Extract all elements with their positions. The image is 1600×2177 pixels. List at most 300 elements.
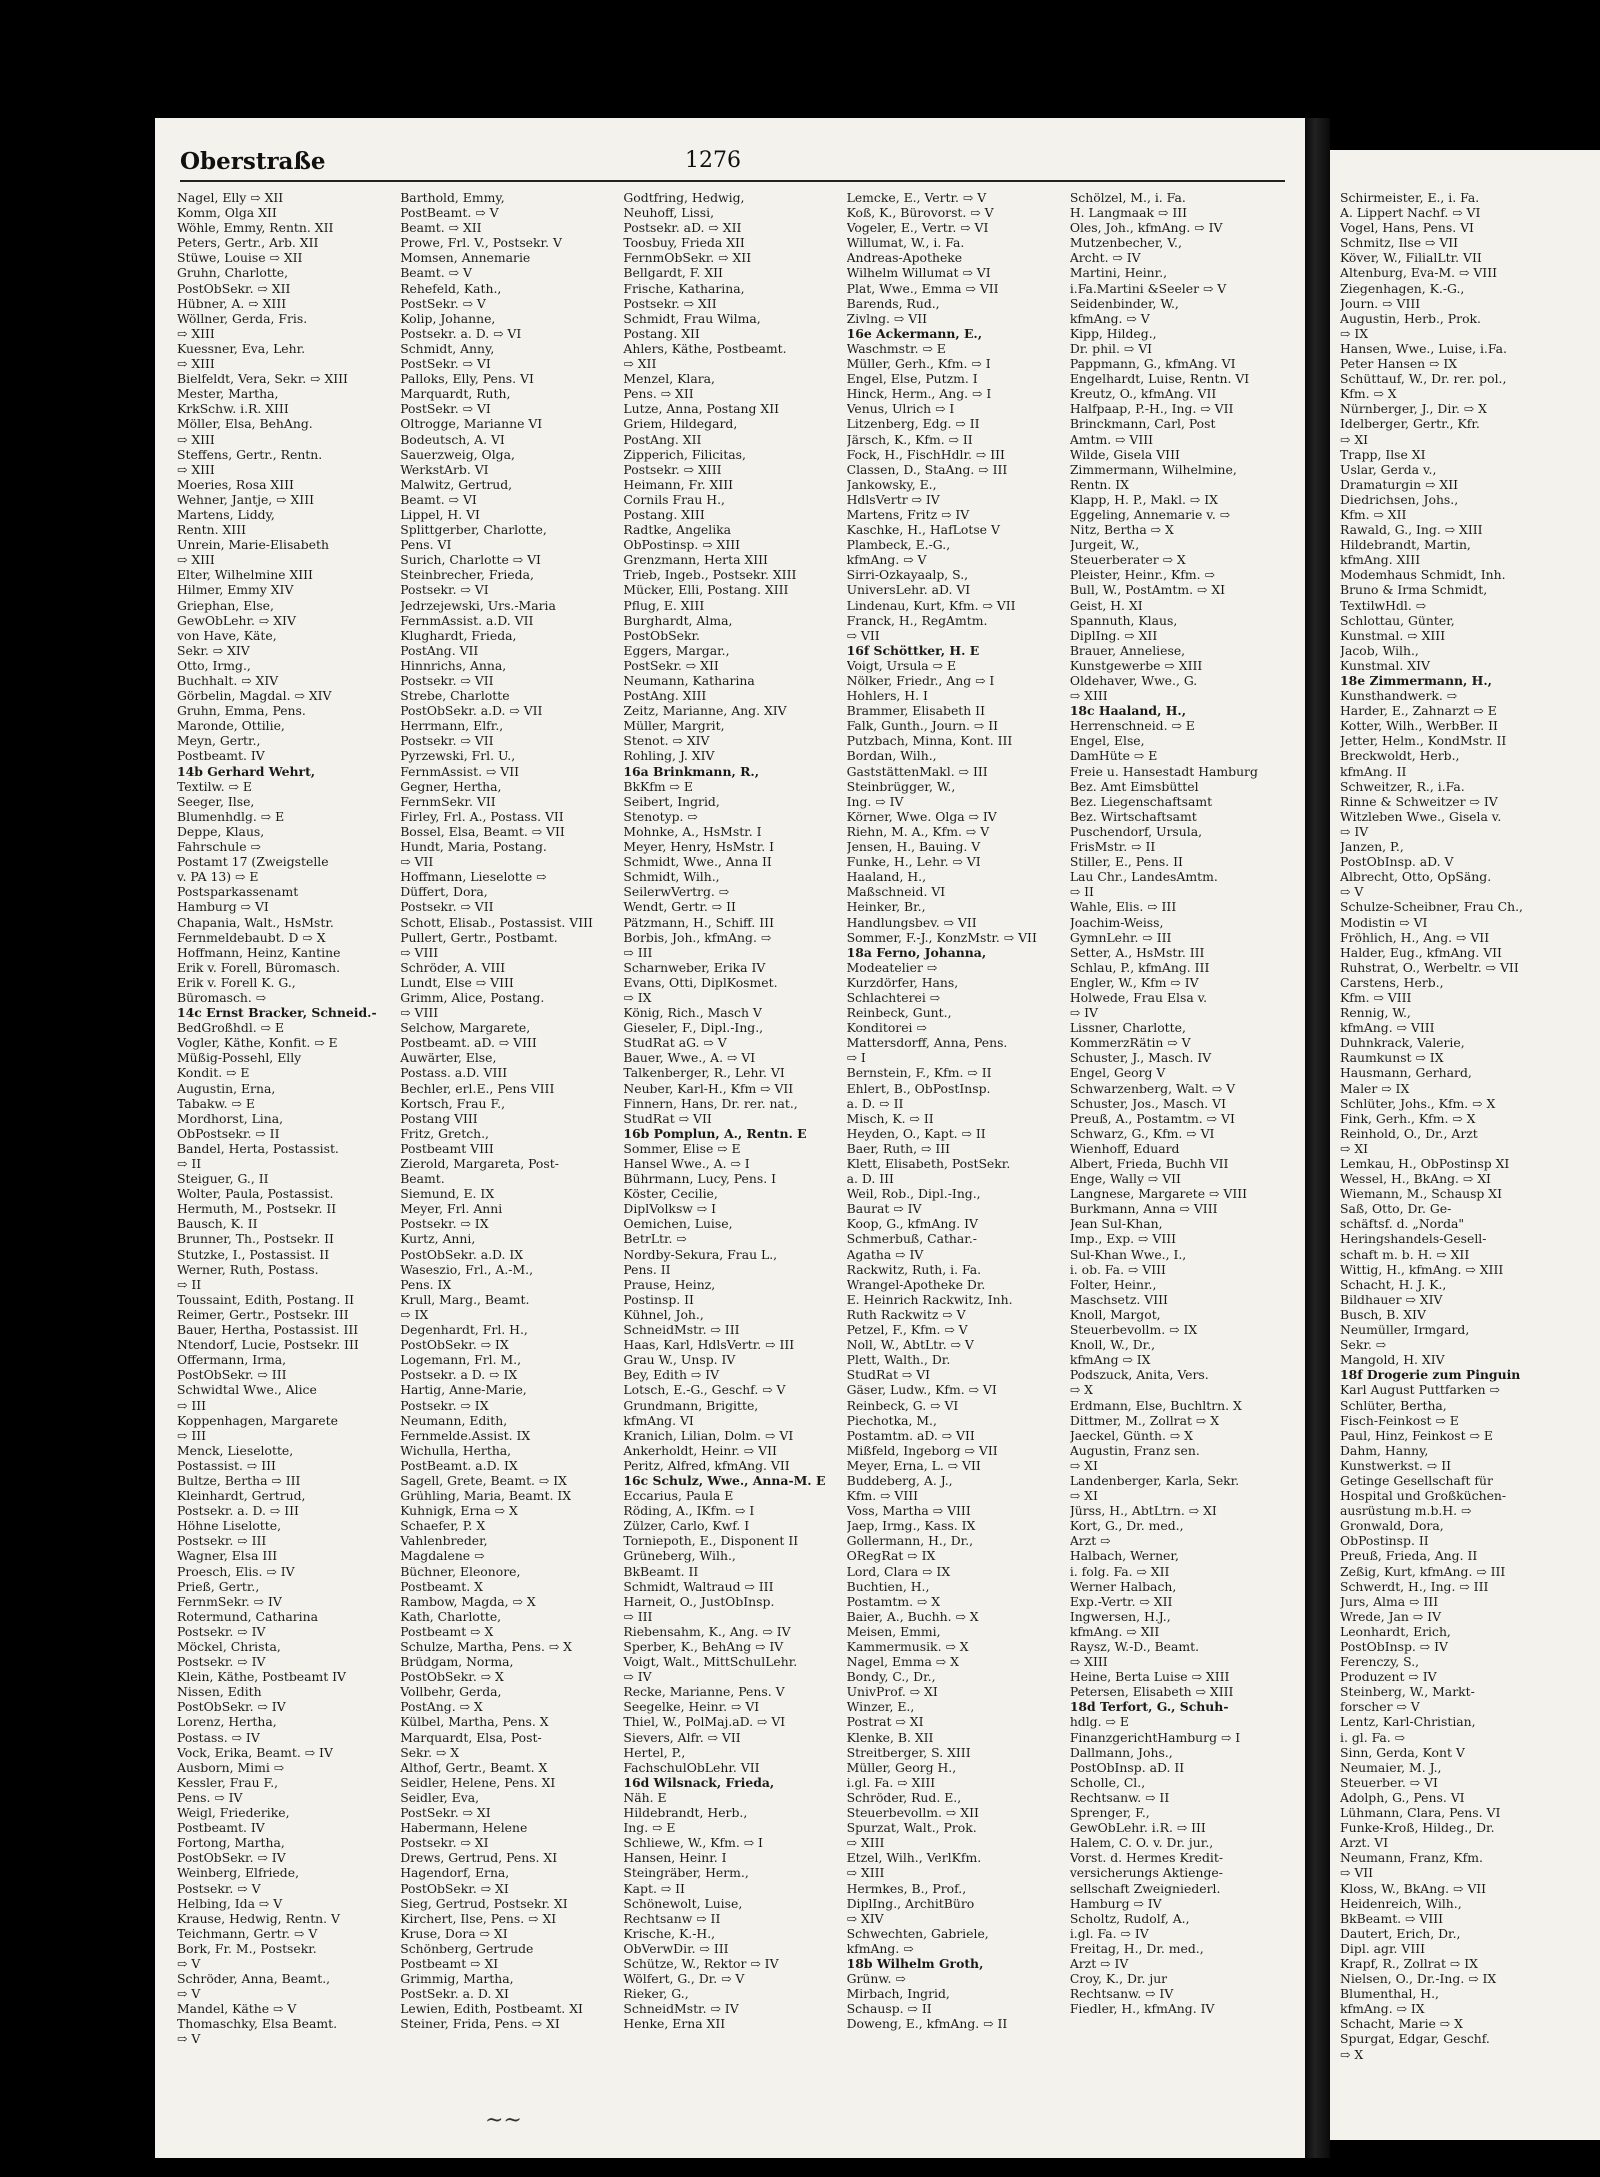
directory-entry: Nagel, Elly ⇨ XII <box>177 190 284 205</box>
directory-entry: ⇨ V <box>177 1986 201 2002</box>
directory-entry: Hagendorf, Erna, <box>400 1865 510 1881</box>
directory-entry: PostObInsp. aD. V <box>1340 854 1454 870</box>
directory-entry: Pätzmann, H., Schiff. III <box>623 914 774 930</box>
directory-entry: 14c Ernst Bracker, Schneid.- <box>177 1005 377 1021</box>
directory-entry: Spannuth, Klaus, <box>1069 612 1178 628</box>
directory-entry: Postsekr. ⇨ VI <box>400 582 489 598</box>
directory-entry: Schwarz, G., Kfm. ⇨ VI <box>1069 1125 1215 1141</box>
directory-entry: Rechtsanw. ⇨ IV <box>1069 1986 1174 2002</box>
directory-entry: Augustin, Erna, <box>177 1080 276 1096</box>
directory-entry: Hertel, P., <box>623 1744 686 1760</box>
directory-entry: Postang. XII <box>623 325 700 341</box>
directory-entry: Scholle, Cl., <box>1069 1774 1146 1790</box>
directory-entry: ⇨ XI <box>1340 431 1369 447</box>
directory-entry: Schlüter, Bertha, <box>1340 1397 1447 1413</box>
directory-entry: Heine, Berta Luise ⇨ XIII <box>1069 1669 1230 1685</box>
directory-entry: Köster, Cecilie, <box>623 1186 718 1202</box>
directory-entry: Hübner, A. ⇨ XIII <box>177 295 287 311</box>
directory-entry: Dipl. agr. VIII <box>1340 1940 1426 1956</box>
directory-entry: Mordhorst, Lina, <box>177 1110 284 1126</box>
directory-entry: ⇨ XII <box>623 356 657 372</box>
directory-entry: Hermkes, B., Prof., <box>846 1880 967 1896</box>
directory-entry: 16d Wilsnack, Frieda, <box>623 1774 775 1790</box>
directory-entry: Bauer, Hertha, Postassist. III <box>177 1322 359 1338</box>
directory-entry: Funke, H., Lehr. ⇨ VI <box>846 854 981 870</box>
directory-entry: Kurtz, Anni, <box>400 1231 476 1247</box>
directory-entry: Arzt ⇨ IV <box>1069 1955 1129 1971</box>
directory-entry: Mohnke, A., HsMstr. I <box>623 823 762 839</box>
directory-entry: ⇨ IV <box>1069 1005 1098 1021</box>
directory-page <box>155 118 1305 2158</box>
directory-entry: Kloss, W., BkAng. ⇨ VII <box>1340 1880 1487 1896</box>
directory-entry: Postrat ⇨ XI <box>846 1714 924 1730</box>
directory-entry: GymnLehr. ⇨ III <box>1069 929 1172 945</box>
directory-entry: Halem, C. O. v. Dr. jur., <box>1069 1835 1214 1851</box>
directory-entry: kfmAng. ⇨ XII <box>1069 1623 1160 1639</box>
directory-entry: Beamt. <box>400 1171 445 1187</box>
directory-entry: Wagner, Elsa III <box>177 1548 278 1564</box>
directory-entry: Vorst. d. Hermes Kredit- <box>1069 1850 1224 1866</box>
directory-entry: Noll, W., AbtLtr. ⇨ V <box>846 1337 974 1353</box>
directory-entry: Werner, Ruth, Postass. <box>177 1261 319 1277</box>
directory-entry: Schmidt, Wwe., Anna II <box>623 854 772 870</box>
directory-entry: ⇨ XIII <box>1069 1654 1108 1670</box>
directory-entry: ⇨ VII <box>1340 1865 1374 1881</box>
directory-entry: Thomaschky, Elsa Beamt. <box>177 2016 338 2032</box>
directory-entry: Trieb, Ingeb., Postsekr. XIII <box>623 567 797 583</box>
directory-entry: Köver, W., FilialLtr. VII <box>1340 250 1482 266</box>
directory-entry: Grenzmann, Herta XIII <box>623 552 768 568</box>
directory-entry: Ing. ⇨ E <box>623 1820 676 1836</box>
directory-entry: Bausch, K. II <box>177 1216 258 1232</box>
directory-entry: Meyer, Frl. Anni <box>400 1201 503 1217</box>
directory-entry: Janzen, P., <box>1340 839 1404 855</box>
directory-entry: Postbeamt VIII <box>400 1140 494 1156</box>
directory-entry: Marquardt, Ruth, <box>400 386 511 402</box>
directory-entry: Bruno & Irma Schmidt, <box>1340 582 1488 598</box>
directory-entry: Jean Sul-Khan, <box>1069 1216 1163 1232</box>
directory-entry: 18d Terfort, G., Schuh- <box>1069 1699 1229 1715</box>
directory-entry: Deppe, Klaus, <box>177 823 265 839</box>
directory-entry: GewObLehr. ⇨ XIV <box>177 612 296 628</box>
directory-entry: Peritz, Alfred, kfmAng. VII <box>623 1457 790 1473</box>
directory-entry: Schacht, H. J. K., <box>1340 1276 1447 1292</box>
directory-entry: Pullert, Gertr., Postbamt. <box>400 929 558 945</box>
directory-entry: a. D. III <box>846 1171 894 1187</box>
directory-entry: Möller, Elsa, BehAng. <box>177 416 313 432</box>
directory-entry: Vogeler, E., Vertr. ⇨ VI <box>846 220 989 236</box>
directory-entry: Wichulla, Hertha, <box>400 1442 512 1458</box>
directory-entry: ⇨ II <box>1069 884 1094 900</box>
directory-entry: Vock, Erika, Beamt. ⇨ IV <box>177 1744 333 1760</box>
directory-entry: BkBeamt. ⇨ VIII <box>1340 1910 1443 1926</box>
directory-entry: Haaland, H., <box>846 869 927 885</box>
directory-entry: Knoll, W., Dr., <box>1069 1337 1156 1353</box>
directory-entry: Klapp, H. P., Makl. ⇨ IX <box>1069 491 1218 507</box>
directory-entry: Kühnel, Joh., <box>623 1306 704 1322</box>
directory-entry: Engel, Georg V <box>1069 1065 1166 1081</box>
directory-entry: Mattersdorff, Anna, Pens. <box>846 1035 1008 1051</box>
directory-entry: versicherungs Aktienge- <box>1069 1865 1223 1881</box>
directory-entry: Petzel, F., Kfm. ⇨ V <box>846 1322 968 1338</box>
directory-entry: ⇨ VII <box>846 627 880 643</box>
directory-entry: ⇨ III <box>623 944 653 960</box>
directory-entry: KommerzRätin ⇨ V <box>1069 1035 1191 1051</box>
directory-entry: Diedrichsen, Johs., <box>1340 491 1459 507</box>
directory-entry: Sul-Khan Wwe., I., <box>1069 1246 1187 1262</box>
directory-entry: Beamt. ⇨ XII <box>400 220 482 236</box>
directory-entry: Bondy, C., Dr., <box>846 1669 936 1685</box>
directory-entry: Reinbeck, Gunt., <box>846 1005 952 1021</box>
directory-entry: Freie u. Hansestadt Hamburg <box>1069 763 1258 779</box>
directory-entry: Andreas-Apotheke <box>846 250 963 266</box>
directory-entry: Kortsch, Frau F., <box>400 1095 506 1111</box>
directory-entry: Geist, H. XI <box>1069 597 1143 613</box>
directory-entry: Martens, Liddy, <box>177 506 275 522</box>
directory-entry: Kurzdörfer, Hans, <box>846 974 959 990</box>
directory-entry: Steinberg, W., Markt- <box>1340 1684 1475 1700</box>
directory-entry: Schwarzenberg, Walt. ⇨ V <box>1069 1080 1236 1096</box>
directory-entry: kfmAng. XIII <box>1340 552 1421 568</box>
directory-entry: Bildhauer ⇨ XIV <box>1340 1291 1443 1307</box>
directory-entry: Müller, Margrit, <box>623 718 725 734</box>
directory-entry: Bull, W., PostAmtm. ⇨ XI <box>1069 582 1226 598</box>
directory-entry: Talkenberger, R., Lehr. VI <box>623 1065 785 1081</box>
directory-entry: Gronwald, Dora, <box>1340 1518 1444 1534</box>
directory-entry: PostAng. VII <box>400 642 479 658</box>
directory-entry: Dallmann, Johs., <box>1069 1744 1173 1760</box>
directory-entry: Weil, Rob., Dipl.-Ing., <box>846 1186 981 1202</box>
directory-entry: Albert, Frieda, Buchh VII <box>1069 1156 1229 1171</box>
directory-entry: Martini, Heinr., <box>1069 265 1168 281</box>
directory-entry: Evans, Otti, DiplKosmet. <box>623 974 778 990</box>
directory-entry: Postsekr. ⇨ IV <box>177 1623 266 1639</box>
directory-entry: PostSekr. ⇨ VI <box>400 356 491 372</box>
directory-entry: Voss, Martha ⇨ VIII <box>846 1503 971 1519</box>
directory-entry: Wittig, H., kfmAng. ⇨ XIII <box>1340 1261 1504 1277</box>
directory-entry: Plambeck, E.-G., <box>846 537 951 553</box>
directory-entry: Halder, Eug., kfmAng. VII <box>1340 944 1502 960</box>
directory-entry: Neuhoff, Lissi, <box>623 205 715 221</box>
directory-entry: Pflug, E. XIII <box>623 597 705 613</box>
directory-entry: Lentz, Karl-Christian, <box>1340 1714 1476 1730</box>
directory-entry: Schmidt, Waltraud ⇨ III <box>623 1578 774 1594</box>
directory-entry: Rinne & Schweitzer ⇨ IV <box>1340 793 1498 809</box>
directory-entry: Joachim-Weiss, <box>1069 914 1164 930</box>
directory-entry: Sekr. ⇨ X <box>400 1744 460 1760</box>
handwritten-mark: ~~ <box>485 2108 522 2133</box>
column-4 <box>847 190 1064 2138</box>
directory-entry: PostAng. XIII <box>623 688 707 704</box>
directory-entry: schäftsf. d. „Norda" <box>1340 1216 1465 1232</box>
directory-entry: Neumann, Katharina <box>623 673 755 688</box>
directory-entry: Surich, Charlotte ⇨ VI <box>400 552 541 568</box>
directory-entry: Kranich, Lilian, Dolm. ⇨ VI <box>623 1427 794 1443</box>
directory-entry: Hohlers, H. I <box>846 688 928 704</box>
directory-entry: Postsekr. aD. ⇨ XII <box>623 220 742 236</box>
directory-entry: DiplIng., ArchitBüro <box>846 1895 975 1911</box>
directory-entry: Schlüter, Johs., Kfm. ⇨ X <box>1340 1095 1496 1111</box>
directory-entry: Postsekr. ⇨ VII <box>400 673 494 688</box>
directory-entry: Schacht, Marie ⇨ X <box>1340 2016 1463 2032</box>
directory-entry: Kaschke, H., HafLotse V <box>846 522 1000 538</box>
directory-entry: forscher ⇨ V <box>1340 1699 1420 1715</box>
directory-entry: Baurat ⇨ IV <box>846 1201 922 1217</box>
directory-entry: Leonhardt, Erich, <box>1340 1623 1451 1639</box>
directory-entry: Toosbuy, Frieda XII <box>623 235 745 251</box>
directory-entry: ⇨ XIII <box>177 325 215 341</box>
directory-entry: Müßig-Possehl, Elly <box>177 1050 302 1066</box>
directory-entry: Paul, Hinz, Feinkost ⇨ E <box>1340 1427 1493 1443</box>
directory-entry: Kfm. ⇨ X <box>1340 386 1397 402</box>
directory-entry: Postamtm. ⇨ X <box>846 1593 941 1609</box>
directory-entry: Schirmeister, E., i. Fa. <box>1340 190 1480 205</box>
directory-entry: Sekr. ⇨ XIV <box>177 642 250 658</box>
directory-entry: Kuhnigk, Erna ⇨ X <box>400 1503 518 1519</box>
directory-entry: Carstens, Herb., <box>1340 974 1444 990</box>
directory-entry: Schwerdt, H., Ing. ⇨ III <box>1340 1578 1489 1594</box>
directory-entry: Exp.-Vertr. ⇨ XII <box>1069 1593 1173 1609</box>
directory-entry: Gäser, Ludw., Kfm. ⇨ VI <box>846 1382 997 1398</box>
directory-entry: Magdalene ⇨ <box>400 1548 485 1564</box>
directory-entry: Stüwe, Louise ⇨ XII <box>177 250 303 266</box>
directory-entry: Idelberger, Gertr., Kfr. <box>1340 416 1480 432</box>
directory-entry: Rennig, W., <box>1340 1005 1411 1021</box>
directory-entry: Nitz, Bertha ⇨ X <box>1069 522 1174 538</box>
directory-entry: Blumenthal, H., <box>1340 1986 1439 2002</box>
directory-entry: Textilw. ⇨ E <box>177 778 252 794</box>
directory-entry: Raysz, W.-D., Beamt. <box>1069 1639 1200 1654</box>
directory-entry: Momsen, Annemarie <box>400 250 531 266</box>
directory-entry: Gruhn, Emma, Pens. <box>177 703 306 719</box>
directory-entry: Ziegenhagen, K.-G., <box>1340 280 1465 296</box>
directory-entry: kfmAng. ⇨ VIII <box>1340 1020 1435 1036</box>
directory-entry: Koop, G., kfmAng. IV <box>846 1216 978 1232</box>
directory-entry: Grimmig, Martha, <box>400 1971 514 1987</box>
directory-entry: Kapt. ⇨ II <box>623 1880 685 1896</box>
directory-entry: PostObSekr. ⇨ IX <box>400 1337 509 1353</box>
directory-entry: ⇨ XIII <box>846 1865 885 1881</box>
directory-entry: Steuerbevollm. ⇨ IX <box>1069 1322 1198 1338</box>
directory-entry: Steuerberater ⇨ X <box>1069 552 1186 568</box>
directory-entry: Koppenhagen, Margarete <box>177 1412 338 1428</box>
directory-entry: Postassist. ⇨ III <box>177 1457 276 1473</box>
directory-entry: Jacob, Wilh., <box>1340 642 1419 658</box>
directory-entry: Ehlert, B., ObPostInsp. <box>846 1080 991 1096</box>
directory-entry: Tabakw. ⇨ E <box>177 1095 255 1111</box>
directory-entry: Menzel, Klara, <box>623 371 715 387</box>
directory-entry: Bellgardt, F. XII <box>623 265 723 281</box>
directory-entry: Bork, Fr. M., Postsekr. <box>177 1940 317 1956</box>
directory-entry: Heringshandels-Gesell- <box>1340 1231 1487 1247</box>
directory-entry: PostSekr. a. D. XI <box>400 1986 509 2002</box>
directory-entry: GewObLehr. i.R. ⇨ III <box>1069 1820 1206 1836</box>
directory-entry: FernmAssist. ⇨ VII <box>400 763 520 779</box>
directory-entry: PostObSekr. a.D. IX <box>400 1246 524 1262</box>
directory-entry: Postsekr. ⇨ XI <box>400 1835 489 1851</box>
directory-entry: 18b Wilhelm Groth, <box>846 1955 984 1971</box>
directory-entry: ⇨ XIII <box>177 356 215 372</box>
directory-entry: Amtm. ⇨ VIII <box>1069 431 1154 447</box>
directory-entry: Bührmann, Lucy, Pens. I <box>623 1171 776 1187</box>
directory-entry: Burkmann, Anna ⇨ VIII <box>1069 1201 1218 1217</box>
directory-entry: Körner, Wwe. Olga ⇨ IV <box>846 808 997 824</box>
directory-entry: ⇨ XIII <box>1069 688 1108 704</box>
directory-entry: BkBeamt. II <box>623 1563 699 1579</box>
directory-entry: PostObInsp. ⇨ IV <box>1340 1639 1448 1654</box>
directory-entry: Helbing, Ida ⇨ V <box>177 1895 283 1911</box>
directory-entry: Preuß, A., Postamtm. ⇨ VI <box>1069 1110 1235 1126</box>
directory-entry: ⇨ XI <box>1069 1488 1098 1504</box>
directory-entry: Engler, W., Kfm ⇨ IV <box>1069 974 1199 990</box>
directory-entry: Bodeutsch, A. VI <box>400 431 505 447</box>
directory-entry: ⇨ IV <box>1340 823 1369 839</box>
directory-entry: i.gl. Fa. ⇨ XIII <box>846 1774 936 1790</box>
directory-entry: Brinckmann, Carl, Post <box>1069 416 1216 432</box>
directory-entry: Erik v. Forell, Büromasch. <box>177 959 341 975</box>
directory-entry: Zimmermann, Wilhelmine, <box>1069 461 1237 477</box>
directory-entry: Oltrogge, Marianne VI <box>400 416 543 432</box>
directory-entry: SeilerwVertrg. ⇨ <box>623 884 730 900</box>
directory-entry: Schwechten, Gabriele, <box>846 1925 989 1941</box>
directory-entry: Rohling, J. XIV <box>623 748 715 764</box>
directory-entry: Offermann, Irma, <box>177 1352 287 1368</box>
directory-entry: Kruse, Dora ⇨ XI <box>400 1925 508 1941</box>
directory-entry: Schaefer, P. X <box>400 1518 486 1534</box>
directory-entry: 16c Schulz, Wwe., Anna-M. E <box>623 1472 826 1488</box>
directory-entry: Meisen, Emmi, <box>846 1623 941 1639</box>
directory-entry: Stutzke, I., Postassist. II <box>177 1246 330 1262</box>
directory-entry: Peter Hansen ⇨ IX <box>1340 356 1458 372</box>
directory-entry: Lotsch, E.-G., Geschf. ⇨ V <box>623 1382 786 1398</box>
directory-entry: Unrein, Marie-Elisabeth <box>177 537 329 553</box>
directory-entry: Spurgat, Edgar, Geschf. <box>1340 2031 1490 2047</box>
directory-entry: Klenke, B. XII <box>846 1729 934 1745</box>
directory-entry: Dautert, Erich, Dr., <box>1340 1925 1461 1941</box>
directory-entry: 16e Ackermann, E., <box>846 325 983 341</box>
directory-entry: Bernstein, F., Kfm. ⇨ II <box>846 1065 992 1081</box>
directory-entry: Podszuck, Anita, Vers. <box>1069 1367 1209 1383</box>
directory-entry: Jaep, Irmg., Kass. IX <box>846 1518 976 1534</box>
directory-entry: Vahlenbreder, <box>400 1533 488 1549</box>
directory-entry: SchneidMstr. ⇨ III <box>623 1322 740 1338</box>
directory-entry: Zeßig, Kurt, kfmAng. ⇨ III <box>1340 1563 1506 1579</box>
directory-entry: Lemkau, H., ObPostinsp XI <box>1340 1156 1510 1171</box>
directory-entry: PostObSekr. ⇨ III <box>177 1367 287 1383</box>
directory-entry: Seibert, Ingrid, <box>623 793 720 809</box>
directory-entry: Albrecht, Otto, OpSäng. <box>1340 869 1492 885</box>
directory-entry: ⇨ IX <box>400 1306 429 1322</box>
directory-entry: Fröhlich, H., Ang. ⇨ VII <box>1340 929 1490 945</box>
directory-entry: Herrmann, Elfr., <box>400 718 504 734</box>
directory-entry: Rawald, G., Ing. ⇨ XIII <box>1340 522 1483 538</box>
directory-entry: Winzer, E., <box>846 1699 915 1715</box>
directory-entry: Althof, Gertr., Beamt. X <box>400 1759 548 1775</box>
directory-entry: Moeries, Rosa XIII <box>177 476 294 492</box>
directory-entry: hdlg. ⇨ E <box>1069 1714 1129 1730</box>
directory-entry: Postsekr. a. D. ⇨ VI <box>400 325 522 341</box>
directory-entry: Putzbach, Minna, Kont. III <box>846 733 1013 749</box>
directory-entry: FernmSekr. ⇨ IV <box>177 1593 282 1609</box>
directory-entry: Heyden, O., Kapt. ⇨ II <box>846 1125 986 1141</box>
directory-entry: Barthold, Emmy, <box>400 190 505 205</box>
directory-entry: Kort, G., Dr. med., <box>1069 1518 1184 1534</box>
directory-entry: DiplIng. ⇨ XII <box>1069 627 1158 643</box>
directory-entry: ⇨ XIII <box>177 461 215 477</box>
directory-entry: Degenhardt, Frl. H., <box>400 1322 528 1338</box>
directory-entry: ⇨ XIII <box>177 431 215 447</box>
directory-entry: Steuerbevollm. ⇨ XII <box>846 1805 979 1821</box>
directory-entry: Siemund, E. IX <box>400 1186 495 1202</box>
directory-columns <box>177 190 1287 2138</box>
directory-entry: Zeitz, Marianne, Ang. XIV <box>623 703 787 719</box>
directory-entry: Wrede, Jan ⇨ IV <box>1340 1608 1442 1624</box>
directory-entry: Jurs, Alma ⇨ III <box>1340 1593 1439 1609</box>
directory-entry: Jaeckel, Günth. ⇨ X <box>1069 1427 1193 1443</box>
directory-entry: Blumenhdlg. ⇨ E <box>177 808 285 824</box>
directory-entry: Kunstgewerbe ⇨ XIII <box>1069 657 1203 673</box>
directory-entry: i. folg. Fa. ⇨ XII <box>1069 1563 1170 1579</box>
directory-entry: Nölker, Friedr., Ang ⇨ I <box>846 673 995 688</box>
directory-entry: Proesch, Elis. ⇨ IV <box>177 1563 295 1579</box>
directory-entry: Dittmer, M., Zollrat ⇨ X <box>1069 1412 1220 1428</box>
directory-entry: ⇨ II <box>177 1276 202 1292</box>
directory-entry: Schlottau, Günter, <box>1340 612 1455 628</box>
directory-entry: Meyn, Gertr., <box>177 733 261 749</box>
directory-entry: Classen, D., StaAng. ⇨ III <box>846 461 1008 477</box>
directory-entry: Lühmann, Clara, Pens. VI <box>1340 1805 1501 1821</box>
directory-entry: Schmidt, Frau Wilma, <box>623 310 761 326</box>
directory-entry: Sekr. ⇨ <box>1340 1337 1387 1353</box>
directory-entry: Klughardt, Frieda, <box>400 627 517 643</box>
directory-entry: Reinbeck, G. ⇨ VI <box>846 1397 959 1413</box>
directory-entry: Imp., Exp. ⇨ VIII <box>1069 1231 1176 1247</box>
directory-entry: Hundt, Maria, Postang. <box>400 839 547 855</box>
directory-entry: ⇨ III <box>177 1397 207 1413</box>
directory-entry: Oles, Joh., kfmAng. ⇨ IV <box>1069 220 1223 236</box>
directory-entry: Venus, Ulrich ⇨ I <box>846 401 955 417</box>
directory-entry: Otto, Irmg., <box>177 657 251 673</box>
directory-entry: Dr. phil. ⇨ VI <box>1069 340 1153 356</box>
directory-entry: ObVerwDir. ⇨ III <box>623 1940 729 1956</box>
directory-entry: Krische, K.-H., <box>623 1925 716 1941</box>
directory-entry: Radtke, Angelika <box>623 522 732 538</box>
directory-entry: Archt. ⇨ IV <box>1069 250 1141 266</box>
directory-entry: Spurzat, Walt., Prok. <box>846 1820 977 1836</box>
directory-entry: Erik v. Forell K. G., <box>177 974 296 990</box>
directory-entry: Steinbrügger, W., <box>846 778 956 794</box>
directory-entry: ⇨ VIII <box>400 1005 439 1021</box>
directory-entry: Zülzer, Carlo, Kwf. I <box>623 1518 750 1534</box>
directory-entry: Engel, Else, <box>1069 733 1145 749</box>
directory-entry: Postbeamt ⇨ X <box>400 1623 494 1639</box>
directory-entry: Schausp. ⇨ II <box>846 2001 932 2017</box>
directory-entry: FinanzgerichtHamburg ⇨ I <box>1069 1729 1241 1745</box>
directory-entry: PostObSekr. ⇨ IV <box>177 1699 286 1715</box>
directory-entry: Harneit, O., JustObInsp. <box>623 1593 775 1609</box>
directory-entry: Schuster, Jos., Masch. VI <box>1069 1095 1226 1111</box>
directory-entry: Hamburg ⇨ VI <box>177 899 269 915</box>
directory-entry: Steingräber, Herm., <box>623 1865 749 1881</box>
directory-entry: 16f Schöttker, H. E <box>846 642 980 658</box>
directory-entry: ⇨ II <box>177 1156 202 1171</box>
directory-entry: Postsekr. ⇨ VII <box>400 899 494 915</box>
directory-entry: Weigl, Friederike, <box>177 1805 290 1821</box>
directory-entry: Postbeamt. X <box>400 1578 483 1594</box>
directory-entry: Krull, Marg., Beamt. <box>400 1291 530 1307</box>
directory-entry: Schmerbuß, Cathar.- <box>846 1231 977 1247</box>
directory-entry: Ing. ⇨ IV <box>846 793 904 809</box>
